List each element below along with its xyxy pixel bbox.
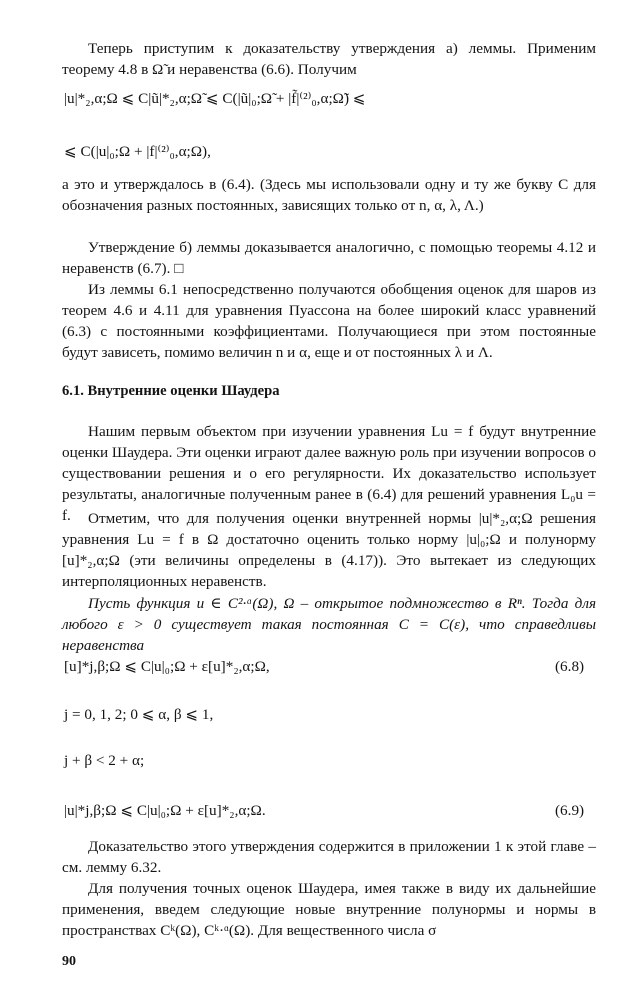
paragraph-schauder-intro: Нашим первым объектом при изучении уравнения Lu = f будут внутренние оценки Шаудера. Эти оценки играют далее важную роль при изучении вопросов о существовании решения и о его регулярности. Их доказательство использует результаты, аналогичные полученным ранее в (6.4) для решений уравнения L₀u = f.	[62, 423, 596, 524]
paragraph-lemma-part-b: Утверждение б) леммы доказывается аналогично, с помощью теоремы 4.12 и неравенств (6.7). □	[62, 239, 596, 277]
page-number: 90	[62, 954, 76, 969]
equation-number-6-9: (6.9)	[555, 802, 585, 819]
formula-estimate-line1: |u|*₂,α;Ω ⩽ C|ũ|*₂,α;Ω̃ ⩽ C(|ũ|₀;Ω̃ + |f̃|⁽²⁾₀,α;Ω̃) ⩽	[64, 90, 366, 107]
formula-6-8: [u]*j,β;Ω ⩽ C|u|₀;Ω + ε[u]*₂,α;Ω,	[64, 658, 270, 675]
formula-6-9: |u|*j,β;Ω ⩽ C|u|₀;Ω + ε[u]*₂,α;Ω.	[64, 802, 266, 819]
formula-index-range: j = 0, 1, 2; 0 ⩽ α, β ⩽ 1,	[64, 706, 214, 723]
formula-estimate-line2: ⩽ C(|u|₀;Ω + |f|⁽²⁾₀,α;Ω),	[64, 143, 211, 160]
paragraph-proof-reference: Доказательство этого утверждения содержится в приложении 1 к этой главе – см. лемму 6.32.	[62, 838, 596, 876]
paragraph-generalization: Из леммы 6.1 непосредственно получаются обобщения оценок для шаров из теорем 4.6 и 4.11 для уравнения Пуассона на более широкий класс уравнений (6.3) с постоянными коэффициентами. Получающиеся при этом постоянные будут зависеть, помимо величин n и α, еще и от постоянных λ и Λ.	[62, 281, 596, 361]
paragraph-interior-norm: Отметим, что для получения оценки внутренней нормы |u|*₂,α;Ω решения уравнения Lu = f в Ω достаточно оценить только норму |u|₀;Ω и полунорму [u]*₂,α;Ω (эти величины определены в (4.17)). Это вытекает из следующих интерполяционных неравенств.	[62, 510, 596, 590]
paragraph-interpolation-statement: Пусть функция u ∈ C²·ᵅ(Ω), Ω – открытое подмножество в Rⁿ. Тогда для любого ε > 0 существует такая постоянная C = C(ε), что справедливы неравенства	[62, 595, 596, 654]
paragraph-proof-intro: Теперь приступим к доказательству утверждения а) леммы. Применим теорему 4.8 в Ω̃ и неравенства (6.6). Получим	[62, 40, 596, 78]
section-heading: 6.1. Внутренние оценки Шаудера	[62, 383, 280, 399]
paragraph-constant-remark: а это и утверждалось в (6.4). (Здесь мы использовали одну и ту же букву C для обозначения разных постоянных, зависящих только от n, α, λ, Λ.)	[62, 176, 596, 214]
paragraph-seminorms: Для получения точных оценок Шаудера, имея также в виду их дальнейшие применения, введем следующие новые внутренние полунормы и нормы в пространствах Cᵏ(Ω), Cᵏ·ᵅ(Ω). Для вещественного числа σ	[62, 880, 596, 939]
formula-index-condition: j + β < 2 + α;	[64, 752, 145, 769]
equation-number-6-8: (6.8)	[555, 658, 585, 675]
